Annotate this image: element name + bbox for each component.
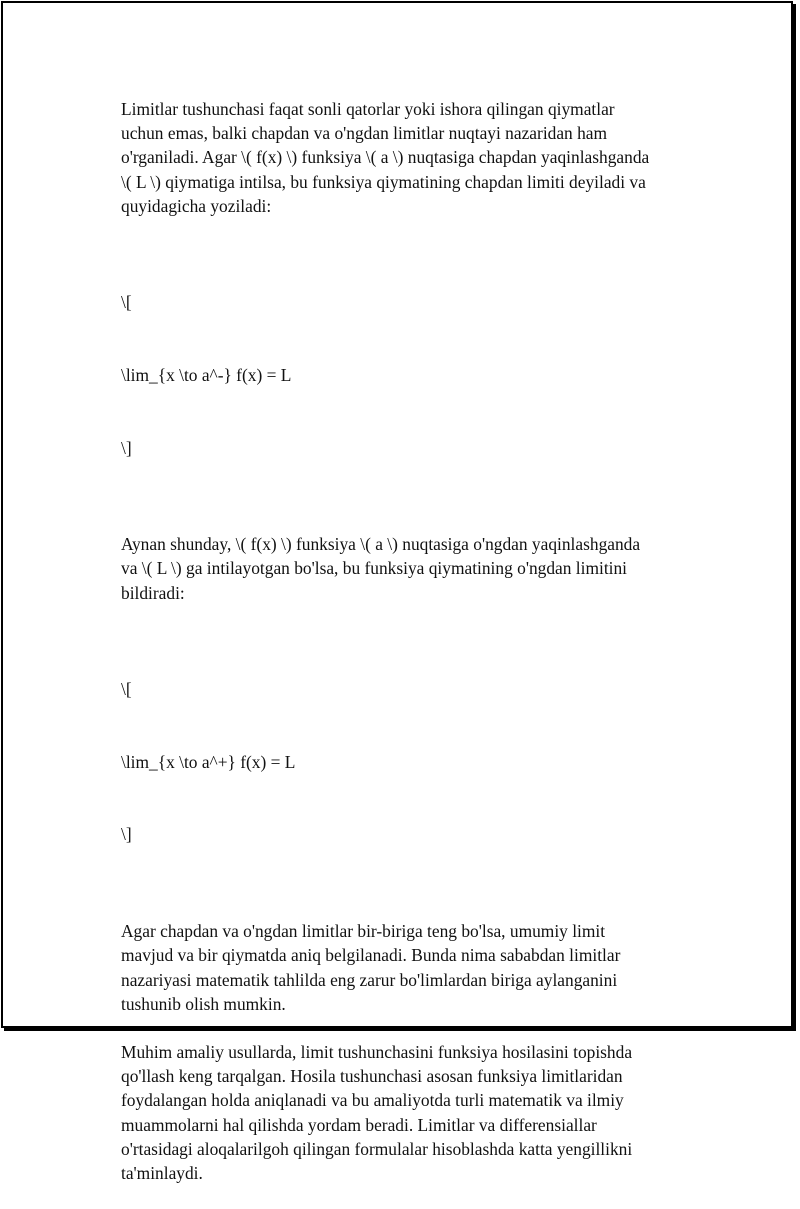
formula-open-delimiter: \[ (121, 292, 132, 313)
formula-expression: \lim_{x \to a^+} f(x) = L (121, 751, 296, 772)
formula-left-limit (121, 242, 691, 508)
paragraph-right-limit: Aynan shunday, \( f(x) \) funksiya \( a \) nuqtasiga o'ngdan yaqinlashganda va \( L \) ga intilayotgan bo'lsa, bu funksiya qiymatining o'ngdan limitini bildiradi: (121, 534, 641, 603)
document-page (1, 1, 793, 1183)
formula-right-limit (121, 629, 691, 895)
paragraph-derivative-application: Muhim amaliy usullarda, limit tushunchasini funksiya hosilasini topishda qo'llash keng tarqalgan. Hosila tushunchasi asosan funksiya limitlaridan foydalangan holda aniqlanadi va bu amaliyotda turli matematik va ilmiy muammolarni hal qilishda yordam beradi. Limitlar va differensiallar o'rtasidagi aloqalarilgoh qilingan formulalar hisoblashda katta yengillikni ta'minlaydi. (121, 1041, 633, 1183)
paragraph-general-limit: Agar chapdan va o'ngdan limitlar bir-biriga teng bo'lsa, umumiy limit mavjud va bir qiymatda aniq belgilanadi. Bunda nima sababdan limitlar nazariyasi matematik tahlilda eng zarur bo'limlardan biriga aylanganini tushunib olish mumkin. (121, 921, 621, 1014)
formula-open-delimiter: \[ (121, 679, 132, 700)
formula-close-delimiter: \] (121, 437, 132, 458)
document-body (121, 97, 691, 1209)
formula-expression: \lim_{x \to a^-} f(x) = L (121, 365, 292, 386)
paragraph-left-limit: Limitlar tushunchasi faqat sonli qatorlar yoki ishora qilingan qiymatlar uchun emas, balki chapdan va o'ngdan limitlar nuqtayi nazaridan ham o'rganiladi. Agar \( f(x) \) funksiya \( a \) nuqtasiga chapdan yaqinlashganda \( L \) qiymatiga intilsa, bu funksiya qiymatining chapdan limiti deyiladi va quyidagicha yoziladi: (121, 99, 650, 216)
formula-close-delimiter: \] (121, 824, 132, 845)
